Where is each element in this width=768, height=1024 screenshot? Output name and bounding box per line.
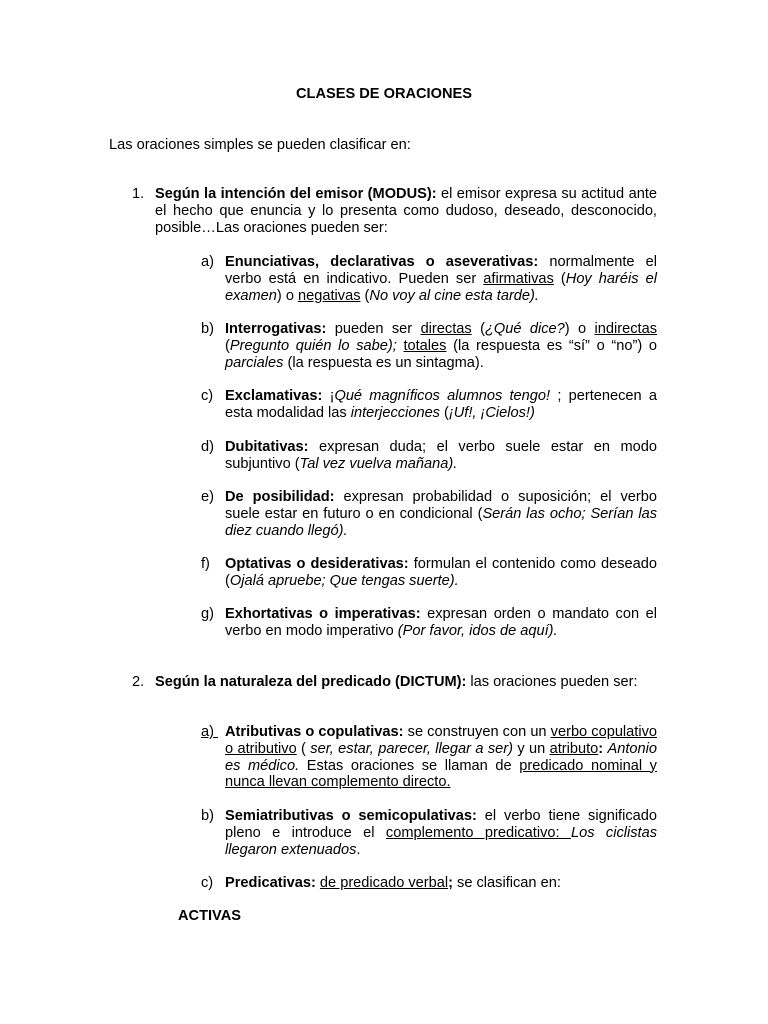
item-1e-paragraph: De posibilidad: expresan probabilidad o suposición; el verbo suele estar en futuro o en condicional (Serán las ocho; Serían las diez cuando llegó). bbox=[225, 489, 658, 539]
section-2-paragraph: Según la naturaleza del predicado (DICTUM): las oraciones pueden ser: bbox=[155, 674, 638, 690]
item-1a-letter: a) bbox=[201, 254, 214, 270]
item-2b-letter: b) bbox=[201, 808, 214, 824]
item-2b-paragraph: Semiatributivas o semicopulativas: el verbo tiene significado pleno e introduce el complemento predicativo: Los ciclistas llegaron extenuados. bbox=[225, 808, 658, 858]
item-1g-letter: g) bbox=[201, 606, 214, 622]
item-2c-letter: c) bbox=[201, 875, 214, 891]
intro-paragraph: Las oraciones simples se pueden clasificar en: bbox=[109, 137, 411, 153]
page-title: CLASES DE ORACIONES bbox=[296, 86, 472, 102]
item-1e-letter: e) bbox=[201, 489, 214, 505]
item-1b-paragraph: Interrogativas: pueden ser directas (¿Qué dice?) o indirectas (Pregunto quién lo sabe); totales (la respuesta es “sí” o “no”) o parciales (la respuesta es un sintagma). bbox=[225, 321, 657, 371]
activas-heading: ACTIVAS bbox=[178, 908, 241, 924]
item-2a-paragraph: Atributivas o copulativas: se construyen con un verbo copulativo o atributivo ( ser, estar, parecer, llegar a ser) y un atributo: Antonio es médico. Estas oraciones se llaman de predicado nominal y nunca llevan complemento directo. bbox=[225, 724, 658, 791]
item-2c-paragraph: Predicativas: de predicado verbal; se clasifican en: bbox=[225, 875, 561, 891]
item-1g-paragraph: Exhortativas o imperativas: expresan orden o mandato con el verbo en modo imperativo (Por favor, idos de aquí). bbox=[225, 606, 657, 639]
item-1f-letter: f) bbox=[201, 556, 210, 572]
section-1-heading: Según la intención del emisor (MODUS): bbox=[155, 186, 437, 202]
item-1c-letter: c) bbox=[201, 388, 214, 404]
section-2-heading: Según la naturaleza del predicado (DICTUM): bbox=[155, 674, 467, 690]
item-1c-paragraph: Exclamativas: ¡Qué magníficos alumnos tengo! ; pertenecen a esta modalidad las interjecciones (¡Uf!, ¡Cielos!) bbox=[225, 388, 657, 421]
item-1a-paragraph: Enunciativas, declarativas o aseverativas: normalmente el verbo está en indicativo. Pueden ser afirmativas (Hoy haréis el examen) o negativas (No voy al cine esta tarde). bbox=[225, 254, 657, 304]
item-2a-letter: a) bbox=[201, 724, 214, 740]
section-1-number: 1. bbox=[132, 186, 145, 202]
item-1b-letter: b) bbox=[201, 321, 214, 337]
item-1d-letter: d) bbox=[201, 439, 214, 455]
section-1-paragraph: Según la intención del emisor (MODUS): el emisor expresa su actitud ante el hecho que enuncia y lo presenta como dudoso, deseado, desconocido, posible…Las oraciones pueden ser: bbox=[155, 186, 657, 236]
item-1d-paragraph: Dubitativas: expresan duda; el verbo suele estar en modo subjuntivo (Tal vez vuelva mañana). bbox=[225, 439, 657, 472]
item-1f-paragraph: Optativas o desiderativas: formulan el contenido como deseado (Ojalá apruebe; Que tengas suerte). bbox=[225, 556, 657, 589]
section-2-number: 2. bbox=[132, 674, 145, 690]
